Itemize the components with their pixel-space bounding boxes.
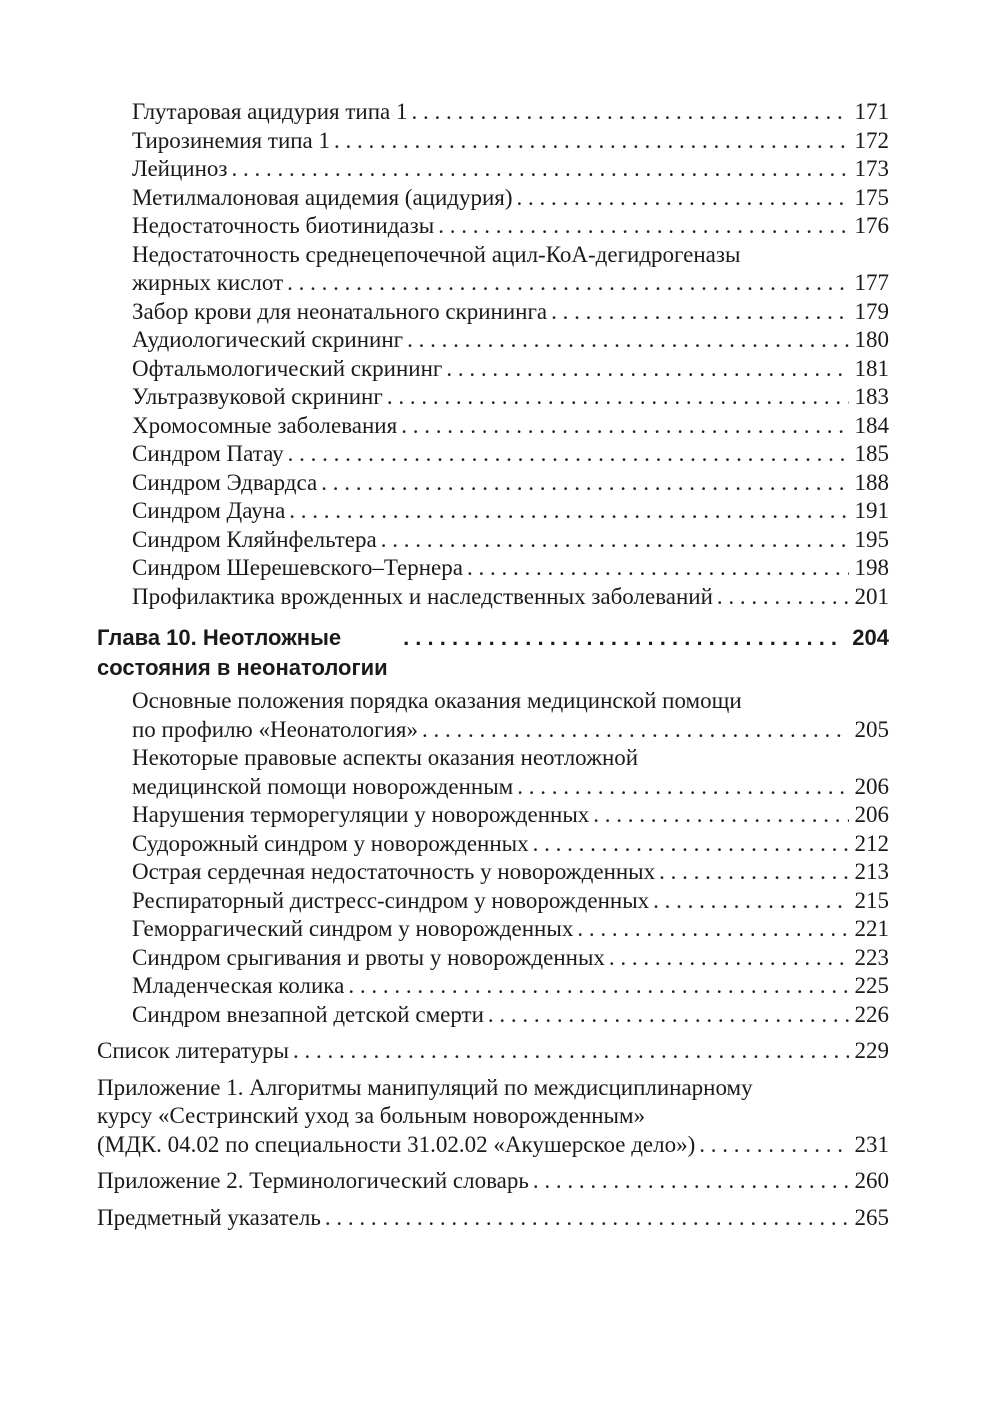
dot-leader <box>653 887 848 916</box>
dot-leader <box>348 972 848 1001</box>
toc-entry-title: Судорожный синдром у новорожденных <box>132 830 529 856</box>
toc-entry[interactable] <box>97 583 889 612</box>
dot-leader <box>467 554 849 583</box>
toc-entry-title: Предметный указатель <box>97 1204 321 1230</box>
toc-entry-page: 181 <box>854 355 889 381</box>
toc-entry-title-line1: Недостаточность среднецепочечной ацил-КоА-дегидрогеназы <box>132 241 741 267</box>
toc-entry-title: Ультразвуковой скрининг <box>132 384 383 409</box>
toc-entry-appendix-2[interactable] <box>97 1167 889 1196</box>
toc-entry-title-line1: Некоторые правовые аспекты оказания неотложной <box>132 745 639 770</box>
toc-entry[interactable] <box>97 1001 889 1030</box>
toc-entry[interactable] <box>97 440 889 469</box>
toc-entry[interactable] <box>97 887 889 916</box>
toc-entry-title-line1: Основные положения порядка оказания медицинской помощи <box>132 688 742 713</box>
toc-entry[interactable] <box>97 155 889 184</box>
toc-section-part2 <box>97 298 889 612</box>
toc-entry-title: Синдром Шерешевского–Тернера <box>132 555 463 580</box>
toc-entry-page: 206 <box>854 802 889 827</box>
toc-entry-page: 185 <box>854 441 889 466</box>
toc-entry-title-line1: Приложение 1. Алгоритмы манипуляций по междисциплинарному <box>97 1074 753 1100</box>
toc-entry-title-line2: курсу «Сестринский уход за больным новорожденным» <box>97 1103 646 1128</box>
toc-entry[interactable] <box>97 858 889 887</box>
toc-entry-page: 171 <box>854 99 889 124</box>
toc-entry-page: 231 <box>854 1131 889 1157</box>
dot-leader <box>288 440 849 469</box>
dot-leader <box>325 1204 849 1233</box>
toc-entry-page: 198 <box>854 555 889 580</box>
toc-entry[interactable] <box>97 383 889 412</box>
toc-entry-title: Геморрагический синдром у новорожденных <box>132 916 574 941</box>
toc-entry-page: 177 <box>854 270 889 295</box>
toc-entry-page: 191 <box>854 498 889 523</box>
dot-leader <box>533 830 849 859</box>
toc-entry-title: Глутаровая ацидурия типа 1 <box>132 99 408 124</box>
toc-entry[interactable] <box>97 944 889 973</box>
toc-entry[interactable] <box>97 526 889 555</box>
toc-entry[interactable] <box>97 355 889 384</box>
chapter-page: 204 <box>852 625 889 650</box>
toc-entry[interactable] <box>97 972 889 1001</box>
toc-entry-title: Тирозинемия типа 1 <box>132 127 331 153</box>
dot-leader <box>411 98 848 127</box>
toc-entry[interactable] <box>97 830 889 859</box>
toc-entry[interactable] <box>97 469 889 498</box>
dot-leader <box>287 269 848 298</box>
toc-entry-title: Лейциноз <box>132 156 228 181</box>
toc-entry-page: 221 <box>854 916 889 941</box>
toc-entry-page: 195 <box>854 526 889 552</box>
toc-section-part1 <box>97 98 889 241</box>
dot-leader <box>438 212 848 241</box>
toc-chapter-10[interactable] <box>97 623 889 683</box>
toc-entry-title: Метилмалоновая ацидемия (ацидурия) <box>132 184 513 210</box>
dot-leader <box>551 298 848 327</box>
table-of-contents <box>97 98 889 1232</box>
dot-leader <box>381 526 849 555</box>
dot-leader <box>289 497 848 526</box>
toc-entry-page: 173 <box>854 156 889 181</box>
toc-entry-legal-aspects[interactable] <box>97 744 889 801</box>
dot-leader <box>401 412 848 441</box>
toc-entry[interactable] <box>97 212 889 241</box>
dot-leader <box>517 184 849 213</box>
dot-leader <box>446 355 848 384</box>
toc-entry-page: 179 <box>854 298 889 324</box>
toc-entry-page: 223 <box>854 944 889 970</box>
dot-leader <box>403 623 844 653</box>
toc-entry-appendix-1[interactable] <box>97 1074 889 1160</box>
toc-entry[interactable] <box>97 497 889 526</box>
toc-entry[interactable] <box>97 127 889 156</box>
toc-entry[interactable] <box>97 554 889 583</box>
toc-entry-title: Забор крови для неонатального скрининга <box>132 298 548 324</box>
toc-entry-mcad[interactable] <box>97 241 889 298</box>
toc-entry-title: Нарушения терморегуляции у новорожденных <box>132 802 590 827</box>
toc-section-chapter10 <box>97 801 889 1029</box>
dot-leader <box>517 773 848 802</box>
toc-entry[interactable] <box>97 298 889 327</box>
toc-entry-title: Синдром Дауна <box>132 498 286 523</box>
dot-leader <box>231 155 848 184</box>
toc-entry-title: Респираторный дистресс-синдром у новорожденных <box>132 887 650 913</box>
toc-entry-page: 229 <box>854 1038 889 1063</box>
toc-entry-title: Приложение 2. Терминологический словарь <box>97 1168 529 1193</box>
toc-entry[interactable] <box>97 801 889 830</box>
dot-leader <box>577 915 848 944</box>
toc-entry-title: Список литературы <box>97 1038 289 1063</box>
toc-entry-page: 212 <box>854 830 889 856</box>
toc-entry[interactable] <box>97 184 889 213</box>
dot-leader <box>334 127 848 156</box>
toc-entry-title: Острая сердечная недостаточность у новорожденных <box>132 859 656 884</box>
toc-entry-page: 260 <box>854 1168 889 1193</box>
toc-entry-page: 215 <box>854 887 889 913</box>
dot-leader <box>407 326 848 355</box>
dot-leader <box>293 1037 849 1066</box>
toc-entry-page: 226 <box>854 1001 889 1027</box>
toc-entry-references[interactable] <box>97 1037 889 1066</box>
toc-entry-page: 183 <box>854 384 889 409</box>
toc-entry-title-line3: (МДК. 04.02 по специальности 31.02.02 «Акушерское дело») <box>97 1131 696 1157</box>
toc-entry-page: 265 <box>854 1204 889 1230</box>
toc-entry-page: 206 <box>854 773 889 799</box>
toc-entry-page: 205 <box>854 716 889 742</box>
toc-entry-title-line2: по профилю «Неонатология» <box>132 716 418 742</box>
toc-entry-page: 180 <box>854 327 889 352</box>
toc-entry-medical-care-order[interactable] <box>97 687 889 744</box>
toc-entry-page: 225 <box>854 973 889 998</box>
toc-entry-title: Синдром Кляйнфельтера <box>132 526 377 552</box>
toc-entry-page: 172 <box>854 127 889 153</box>
dot-leader <box>609 944 849 973</box>
toc-entry-page: 201 <box>854 583 889 609</box>
toc-entry-title: Младенческая колика <box>132 973 345 998</box>
toc-entry-title: Недостаточность биотинидазы <box>132 213 435 238</box>
dot-leader <box>533 1167 849 1196</box>
toc-entry-title: Синдром срыгивания и рвоты у новорожденных <box>132 944 605 970</box>
chapter-title: Глава 10. Неотложные состояния в неонатологии <box>97 625 388 680</box>
toc-entry-title: Синдром Патау <box>132 441 284 466</box>
dot-leader <box>321 469 848 498</box>
dot-leader <box>387 383 849 412</box>
toc-entry-title: Синдром внезапной детской смерти <box>132 1001 484 1027</box>
toc-entry-title: Хромосомные заболевания <box>132 412 398 438</box>
toc-entry-page: 184 <box>854 412 889 438</box>
dot-leader <box>659 858 848 887</box>
toc-entry-title: Офтальмологический скрининг <box>132 355 443 381</box>
toc-entry[interactable] <box>97 98 889 127</box>
toc-entry-page: 176 <box>854 213 889 238</box>
toc-entry-page: 175 <box>854 184 889 210</box>
toc-entry-title: Синдром Эдвардса <box>132 469 318 495</box>
dot-leader <box>593 801 848 830</box>
toc-entry-page: 213 <box>854 859 889 884</box>
toc-entry[interactable] <box>97 326 889 355</box>
toc-entry[interactable] <box>97 915 889 944</box>
toc-entry-title: Аудиологический скрининг <box>132 327 404 352</box>
dot-leader <box>488 1001 849 1030</box>
toc-entry-title-line2: медицинской помощи новорожденным <box>132 773 514 799</box>
toc-entry-subject-index[interactable] <box>97 1204 889 1233</box>
toc-entry-title-line2: жирных кислот <box>132 270 284 295</box>
toc-entry[interactable] <box>97 412 889 441</box>
dot-leader <box>422 716 849 745</box>
dot-leader <box>699 1131 848 1160</box>
toc-entry-title: Профилактика врожденных и наследственных заболеваний <box>132 583 713 609</box>
dot-leader <box>717 583 849 612</box>
toc-entry-page: 188 <box>854 469 889 495</box>
